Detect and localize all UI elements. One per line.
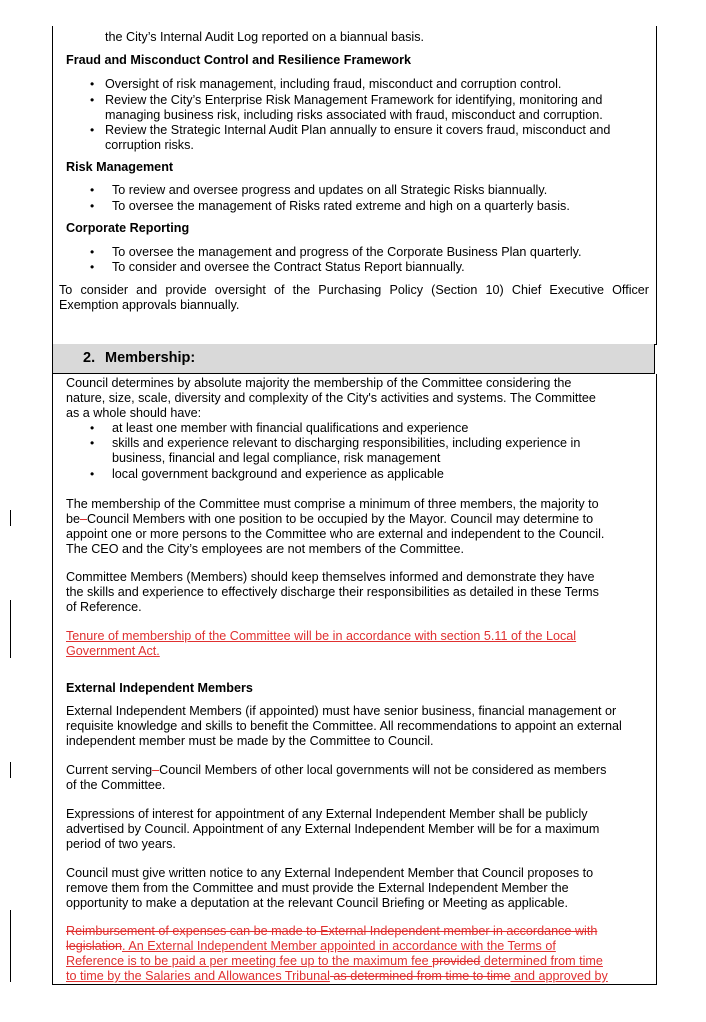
ext-para1-line: requisite knowledge and skills to benefit the Committee. All recommendations to appoint an external <box>66 719 622 733</box>
ext-para2-start: Current serving <box>66 763 153 777</box>
bullet-icon: • <box>90 77 95 91</box>
ext-para3-line: Expressions of interest for appointment of any External Independent Member shall be publicly <box>66 807 588 821</box>
change-bar <box>10 910 11 982</box>
bullet-icon: • <box>90 245 95 259</box>
reimb-deleted-line: Reimbursement of expenses can be made to External Independent member in accordance with <box>66 924 598 938</box>
bullet-icon: • <box>90 183 95 197</box>
reimb-deleted: as determined from time to time <box>329 969 511 983</box>
section-1-box <box>52 26 657 345</box>
composition-line <box>66 512 593 527</box>
list-item: To review and oversee progress and updates on all Strategic Risks biannually. <box>112 183 548 197</box>
list-item: To oversee the management and progress of the Corporate Business Plan quarterly. <box>112 245 582 259</box>
ext-para1-line: External Independent Members (if appointed) must have senior business, financial management or <box>66 704 617 718</box>
reimb-inserted: Reference is to be paid a per meeting fee up to the maximum fee <box>66 954 433 968</box>
informed-line: the skills and experience to effectively discharge their responsibilities as detailed in these Terms <box>66 585 599 599</box>
bullet-icon: • <box>90 421 95 435</box>
bullet-icon: • <box>90 467 95 481</box>
list-item: local government background and experience as applicable <box>112 467 444 481</box>
reimb-deleted: provided <box>432 954 481 968</box>
document-page <box>52 26 656 984</box>
intro-line: as a whole should have: <box>66 406 202 420</box>
composition-line: The CEO and the City’s employees are not members of the Committee. <box>66 542 465 556</box>
reimb-deleted: legislation <box>66 939 123 953</box>
tenure-line: Government Act. <box>66 644 160 658</box>
bullet-icon: • <box>90 123 95 137</box>
top-line: the City’s Internal Audit Log reported on a biannual basis. <box>105 30 425 44</box>
deleted-space <box>80 512 87 526</box>
section-2-header <box>52 344 655 374</box>
change-bar <box>10 762 11 778</box>
ext-para2-line: of the Committee. <box>66 778 166 792</box>
reimb-inserted: to time by the Salaries and Allowances Tribunal <box>66 969 330 983</box>
list-item: skills and experience relevant to discharging responsibilities, including experience in <box>112 436 581 450</box>
fraud-heading: Fraud and Misconduct Control and Resilience Framework <box>66 53 411 67</box>
ext-para4-line: Council must give written notice to any External Independent Member that Council proposes to <box>66 866 594 880</box>
change-bar <box>10 510 11 526</box>
ext-para1-line: independent member must be made by the Committee to Council. <box>66 734 434 748</box>
bullet-icon: • <box>90 93 95 107</box>
ext-para4-line: opportunity to make a deputation at the relevant Council Briefing or Meeting as applicable. <box>66 896 568 910</box>
tenure-line: Tenure of membership of the Committee will be in accordance with section 5.11 of the Local <box>66 629 577 643</box>
corp-heading: Corporate Reporting <box>66 221 190 235</box>
ext-para2-rest: Council Members of other local governments will not be considered as members <box>159 763 607 777</box>
list-item: Oversight of risk management, including fraud, misconduct and corruption control. <box>105 77 562 91</box>
ext-para3-line: period of two years. <box>66 837 176 851</box>
composition-line: appoint one or more persons to the Committee who are external and independent to the Council. <box>66 527 605 541</box>
risk-heading: Risk Management <box>66 160 174 174</box>
reimb-inserted: and approved by <box>510 969 608 983</box>
composition-word: be <box>66 512 81 526</box>
section-number: 2. <box>83 350 96 366</box>
bullet-icon: • <box>90 436 95 450</box>
ext-para2-line <box>66 763 606 778</box>
section-title: Membership: <box>105 350 196 366</box>
reimb-line <box>66 954 603 969</box>
list-item: Review the City’s Enterprise Risk Management Framework for identifying, monitoring and <box>105 93 603 107</box>
list-item: managing business risk, including risks associated with fraud, misconduct and corruption. <box>105 108 603 122</box>
reimb-inserted: . An External Independent Member appointed in accordance with the Terms of <box>122 939 556 953</box>
informed-line: Committee Members (Members) should keep themselves informed and demonstrate they have <box>66 570 595 584</box>
reimb-line <box>66 969 608 984</box>
list-item: corruption risks. <box>105 138 194 152</box>
intro-line: nature, size, scale, diversity and complexity of the City's activities and systems. The Committee <box>66 391 596 405</box>
purchasing-line-1: To consider and provide oversight of the Purchasing Policy (Section 10) Chief Executive Officer <box>59 283 649 297</box>
list-item: at least one member with financial qualifications and experience <box>112 421 469 435</box>
change-bar <box>10 600 11 658</box>
ext-para3-line: advertised by Council. Appointment of any External Independent Member will be for a maximum <box>66 822 600 836</box>
ext-para4-line: remove them from the Committee and must provide the External Independent Member the <box>66 881 569 895</box>
bullet-icon: • <box>90 199 95 213</box>
informed-line: of Reference. <box>66 600 142 614</box>
list-item: business, financial and legal compliance, risk management <box>112 451 441 465</box>
list-item: To oversee the management of Risks rated extreme and high on a quarterly basis. <box>112 199 570 213</box>
intro-line: Council determines by absolute majority the membership of the Committee considering the <box>66 376 572 390</box>
reimb-line <box>66 939 556 954</box>
list-item: To consider and oversee the Contract Status Report biannually. <box>112 260 465 274</box>
bullet-icon: • <box>90 260 95 274</box>
ext-heading: External Independent Members <box>66 681 253 695</box>
list-item: Review the Strategic Internal Audit Plan annually to ensure it covers fraud, misconduct and <box>105 123 611 137</box>
reimb-inserted: determined from time <box>480 954 603 968</box>
purchasing-line-2: Exemption approvals biannually. <box>59 298 240 312</box>
section-2-box <box>52 374 657 985</box>
composition-line: The membership of the Committee must comprise a minimum of three members, the majority to <box>66 497 599 511</box>
composition-rest: Council Members with one position to be occupied by the Mayor. Council may determine to <box>87 512 594 526</box>
